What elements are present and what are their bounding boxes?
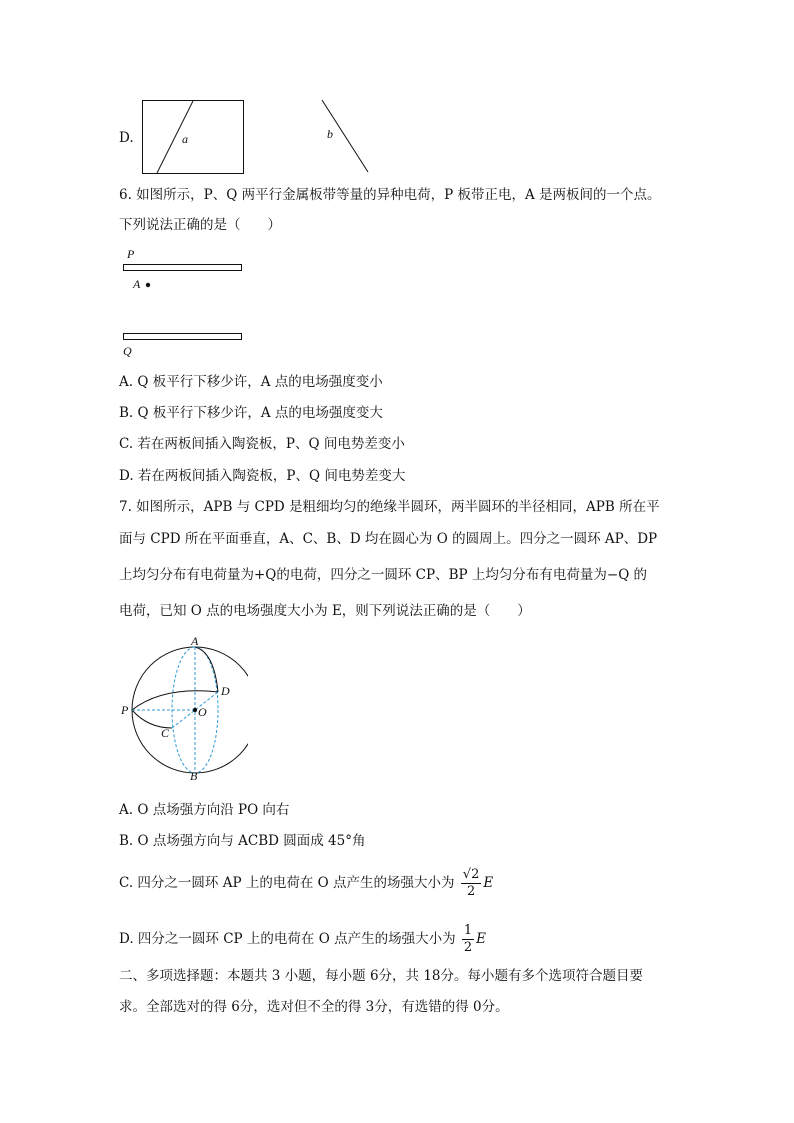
q6-label-q: Q [123, 344, 132, 358]
q6-label-a: A [133, 277, 141, 291]
q7-option-c-tail: E [483, 875, 494, 891]
q7-center-o [193, 708, 197, 712]
q7-option-d [119, 920, 486, 958]
q7-label-b: B [190, 769, 198, 783]
q6-stem-line2: 下列说法正确的是（ ） [119, 217, 281, 233]
q7-stem-line4: 电荷，已知 O 点的电场强度大小为 E，则下列说法正确的是（ ） [119, 603, 531, 619]
q7-label-d: D [221, 684, 230, 698]
q6-option-c: C. 若在两板间插入陶瓷板，P、Q 间电势差变小 [119, 436, 405, 452]
q5-label-a: a [182, 132, 188, 146]
q7-label-p: P [121, 703, 129, 717]
q7-option-c-denominator: 2 [466, 884, 476, 899]
q6-stem-line1: 6. 如图所示，P、Q 两平行金属板带等量的异种电荷，P 板带正电，A 是两板间的一个点。 [119, 187, 661, 203]
q5-option-d-figure [138, 96, 388, 178]
q7-option-c-text: C. 四分之一圆环 AP 上的电荷在 O 点产生的场强大小为 [119, 875, 455, 891]
q7-option-d-denominator: 2 [463, 940, 473, 955]
q6-label-p: P [127, 247, 135, 261]
q7-option-d-numerator: 1 [463, 923, 473, 938]
q6-option-a: A. Q 板平行下移少许，A 点的电场强度变小 [119, 374, 383, 390]
q6-option-d: D. 若在两板间插入陶瓷板，P、Q 间电势差变大 [119, 468, 406, 484]
q7-option-a: A. O 点场强方向沿 PO 向右 [119, 802, 290, 818]
q6-option-b: B. Q 板平行下移少许，A 点的电场强度变大 [119, 405, 383, 421]
q7-option-d-tail: E [476, 931, 487, 947]
section2-line1: 二、多项选择题：本题共 3 小题，每小题 6分，共 18分。每小题有多个选项符合题目要 [119, 968, 644, 984]
q5-option-d-label: D. [119, 130, 134, 146]
q7-sphere-figure [118, 632, 248, 784]
q7-stem-line1: 7. 如图所示，APB 与 CPD 是粗细均匀的绝缘半圆环，两半圆环的半径相同，APB 所在平 [119, 499, 660, 515]
q7-stem-line3: 上均匀分布有电荷量为+Q的电荷，四分之一圆环 CP、BP 上均匀分布有电荷量为−Q 的 [119, 567, 648, 583]
section2-line2: 求。全部选对的得 6分，选对但不全的得 3分，有选错的得 0分。 [119, 999, 509, 1015]
q6-plate-p [124, 265, 242, 271]
q7-option-c [119, 864, 493, 902]
q6-point-a [146, 283, 150, 287]
q7-arc-ad [195, 647, 218, 692]
q6-capacitor-figure [118, 244, 253, 360]
q7-option-b: B. O 点场强方向与 ACBD 圆面成 45°角 [119, 833, 366, 849]
q7-label-c: C [161, 726, 170, 740]
q7-option-c-numerator: √2 [462, 867, 480, 882]
q6-plate-q [124, 334, 242, 340]
q7-label-a: A [191, 634, 199, 648]
q5-label-b: b [327, 127, 333, 141]
q5-rectangle [143, 101, 244, 174]
q7-option-c-fraction [461, 867, 482, 900]
q7-label-o: O [198, 705, 207, 719]
q7-option-d-fraction [462, 923, 474, 956]
q7-option-d-text: D. 四分之一圆环 CP 上的电荷在 O 点产生的场强大小为 [119, 931, 456, 947]
q7-stem-line2: 面与 CPD 所在平面垂直，A、C、B、D 均在圆心为 O 的圆周上。四分之一圆环 AP、DP [119, 531, 658, 547]
